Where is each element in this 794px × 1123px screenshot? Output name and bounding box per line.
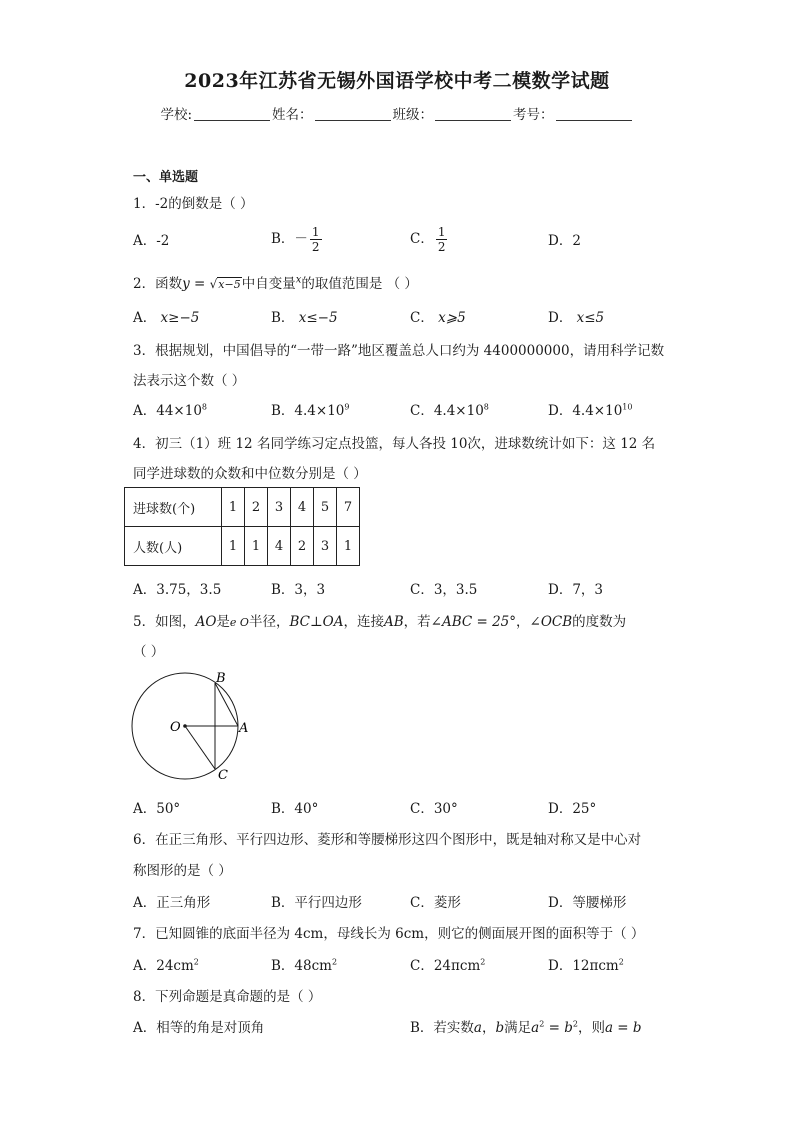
q3-option-b[interactable] — [271, 399, 349, 419]
q4-stats-table — [124, 487, 360, 566]
q8-option-b-pre: B．若实数 — [410, 1020, 474, 1036]
table-cell: 1 — [222, 527, 245, 566]
q5-bc-perp: BC⊥OA — [289, 614, 344, 630]
student-info-line — [0, 103, 794, 123]
section-title: 一、单选题 — [133, 170, 199, 185]
q1-option-b-fraction — [310, 226, 322, 253]
class-label: 班级： — [392, 107, 434, 123]
q3-option-a[interactable] — [133, 399, 207, 419]
q6-option-c[interactable]: C．菱形 — [410, 895, 461, 911]
q5-stem-b: 半径， — [248, 614, 290, 630]
q7-option-d-exp: 2 — [618, 957, 624, 967]
q8-stem: 8．下列命题是真命题的是（ ） — [133, 989, 322, 1005]
q2-stem-pre: 2．函数 — [133, 276, 183, 292]
q2-stem-mid: 中自变量 — [241, 276, 296, 292]
q5-stem-c: ，连接 — [343, 614, 384, 630]
q5-stem-f: 的度数为 — [572, 614, 627, 630]
q8-options — [133, 1016, 693, 1038]
q6-stem-line2: 称图形的是（ ） — [133, 863, 232, 879]
q2-variable: x — [295, 274, 302, 286]
q5-angle-ocb: ∠OCB — [529, 614, 573, 630]
q7-option-d-base: D．12πcm — [548, 958, 619, 974]
q4-options — [133, 578, 693, 600]
table-cell: 1 — [337, 527, 360, 566]
q2-stem-post: 的取值范围是 （ ） — [301, 276, 418, 292]
segment-ab — [215, 683, 238, 726]
q8-option-a[interactable]: A．相等的角是对顶角 — [133, 1020, 265, 1036]
fraction-numerator: 1 — [437, 225, 446, 239]
q7-option-a[interactable] — [133, 954, 199, 974]
q5-option-a[interactable]: A．50° — [133, 801, 181, 817]
q1-option-c-fraction — [436, 226, 448, 253]
q5-stem-d: ，若 — [403, 614, 431, 630]
q5-options — [133, 797, 693, 819]
q5-ao: AO — [195, 614, 217, 630]
table-row-header: 人数(人) — [125, 527, 222, 566]
q1-option-d[interactable]: D．2 — [548, 233, 581, 249]
q7-option-b-exp: 2 — [331, 957, 338, 967]
q7-option-b-base: B．48cm — [271, 958, 332, 974]
exam-no-label: 考号： — [513, 107, 554, 123]
q2-option-b-expr: x≤−5 — [298, 310, 338, 326]
table-row — [125, 488, 360, 527]
q3-option-b-base: B．4.4×10 — [271, 403, 345, 419]
q5-stem-line1 — [133, 610, 626, 630]
q7-options — [133, 954, 693, 976]
q2-stem — [133, 272, 418, 292]
q5-option-c[interactable]: C．30° — [410, 801, 458, 817]
q2-formula-lhs: y = — [182, 276, 210, 292]
q1-option-a[interactable]: A．-2 — [133, 233, 170, 249]
q4-stem-line1: 4．初三（1）班 12 名同学练习定点投篮，每人各投 10次，进球数统计如下：这 12 名 — [133, 436, 656, 452]
q5-option-d[interactable]: D．25° — [548, 801, 597, 817]
table-cell: 2 — [291, 527, 314, 566]
q7-option-d[interactable] — [548, 954, 624, 974]
q3-stem-line2: 法表示这个数（ ） — [133, 373, 246, 389]
fraction-numerator: 1 — [311, 225, 320, 239]
q3-option-a-base: A．44×10 — [133, 403, 202, 419]
table-cell: 3 — [314, 527, 337, 566]
q7-option-c[interactable] — [410, 954, 485, 974]
q5-stem-e: ， — [516, 614, 530, 630]
q2-option-c-label: C． — [410, 310, 434, 326]
q2-option-d-expr: x≤5 — [576, 310, 605, 326]
q3-option-d[interactable] — [548, 399, 632, 419]
table-cell: 5 — [314, 488, 337, 527]
q3-option-a-exp: 8 — [201, 402, 208, 412]
q2-radicand: x−5 — [218, 278, 241, 291]
q7-stem: 7．已知圆锥的底面半径为 4cm，母线长为 6cm，则它的侧面展开图的面积等于（ ） — [133, 926, 645, 942]
q4-stem-line2: 同学进球数的众数和中位数分别是（ ） — [133, 466, 367, 482]
q7-option-a-base: A．24cm — [133, 958, 194, 974]
table-cell: 4 — [291, 488, 314, 527]
q3-option-c[interactable] — [410, 399, 489, 419]
q3-option-d-exp: 10 — [622, 402, 633, 412]
table-cell: 1 — [245, 527, 268, 566]
q5-angle-abc: ∠ABC = 25° — [430, 614, 517, 630]
q1-option-c-prefix: C． — [410, 231, 434, 247]
table-row-header: 进球数(个) — [125, 488, 222, 527]
q2-option-a-expr: x≥−5 — [160, 310, 200, 326]
fraction-denominator: 2 — [437, 240, 446, 254]
q2-option-b[interactable] — [271, 306, 338, 326]
q3-options — [133, 399, 693, 421]
q1-option-b-prefix: B．－ — [271, 231, 308, 247]
name-blank[interactable] — [315, 120, 391, 121]
q4-option-b[interactable]: B．3，3 — [271, 582, 326, 598]
q8-cond-b-exp: 2 — [572, 1019, 578, 1029]
q8-cond-a-exp: 2 — [539, 1019, 545, 1029]
q3-stem-line1: 3．根据规划，中国倡导的“一带一路”地区覆盖总人口约为 4400000000，请用科学记数 — [133, 343, 665, 359]
q5-stem-pre: 5．如图， — [133, 614, 196, 630]
q8-option-b-mid: 满足 — [504, 1020, 532, 1036]
q6-option-d[interactable]: D．等腰梯形 — [548, 895, 627, 911]
class-blank[interactable] — [435, 120, 511, 121]
q5-circle-figure — [125, 665, 265, 783]
q2-option-c[interactable] — [410, 306, 466, 326]
table-cell: 4 — [268, 527, 291, 566]
q6-stem-line1: 6．在正三角形、平行四边形、菱形和等腰梯形这四个图形中，既是轴对称又是中心对 — [133, 832, 642, 848]
segment-oc — [185, 726, 215, 769]
q5-option-b[interactable]: B．40° — [271, 801, 319, 817]
q3-option-c-base: C．4.4×10 — [410, 403, 484, 419]
q5-stem-line2: （ ） — [133, 644, 165, 660]
q1-option-c[interactable] — [410, 226, 449, 253]
label-b: B — [216, 671, 226, 686]
q7-option-c-exp: 2 — [480, 957, 486, 967]
radical-sign: √ — [209, 277, 218, 291]
q3-option-c-exp: 8 — [483, 402, 489, 412]
q2-option-b-label: B． — [271, 310, 295, 326]
q8-sep: ， — [481, 1020, 496, 1036]
center-point — [183, 724, 187, 728]
fraction-denominator: 2 — [311, 240, 320, 254]
table-row — [125, 527, 360, 566]
q4-option-c[interactable]: C．3，3.5 — [410, 582, 478, 598]
table-cell: 2 — [245, 488, 268, 527]
q2-option-a[interactable] — [133, 306, 199, 326]
q7-option-c-base: C．24πcm — [410, 958, 481, 974]
q8-var-a: a — [473, 1020, 482, 1036]
q3-option-d-base: D．4.4×10 — [548, 403, 623, 419]
q8-result: a = b — [604, 1020, 642, 1036]
q4-option-a[interactable]: A．3.75，3.5 — [133, 582, 222, 598]
school-blank[interactable] — [194, 120, 270, 121]
q7-option-a-exp: 2 — [193, 957, 199, 967]
q1-stem: 1．-2的倒数是（ ） — [133, 196, 254, 212]
q3-option-b-exp: 9 — [344, 402, 350, 412]
label-a: A — [239, 721, 249, 736]
q4-option-d[interactable]: D．7，3 — [548, 582, 604, 598]
q2-option-c-expr: x⩾5 — [438, 310, 466, 326]
q1-option-b[interactable] — [271, 226, 324, 253]
q8-option-b[interactable] — [410, 1016, 642, 1036]
q8-cond-b: b — [564, 1020, 573, 1036]
q5-stem-a: 是 — [216, 614, 230, 630]
exam-no-blank[interactable] — [556, 120, 632, 121]
label-c: C — [218, 768, 228, 783]
q8-option-b-then: ，则 — [577, 1020, 605, 1036]
q2-option-d[interactable] — [548, 306, 604, 326]
q8-eq: = — [544, 1020, 565, 1036]
q6-option-b[interactable]: B．平行四边形 — [271, 895, 362, 911]
q2-options — [133, 306, 693, 328]
q2-option-d-label: D． — [548, 310, 573, 326]
q6-options — [133, 891, 693, 913]
q6-option-a[interactable]: A．正三角形 — [133, 895, 211, 911]
table-cell: 7 — [337, 488, 360, 527]
q5-ab: AB — [383, 614, 404, 630]
q1-options — [133, 225, 693, 254]
table-cell: 3 — [268, 488, 291, 527]
q2-option-a-label: A． — [133, 310, 157, 326]
q8-cond-a: a — [531, 1020, 540, 1036]
exam-title: 2023年江苏省无锡外国语学校中考二模数学试题 — [184, 70, 610, 92]
name-label: 姓名： — [272, 107, 313, 123]
table-cell: 1 — [222, 488, 245, 527]
q5-circle-symbol: e O — [229, 616, 249, 629]
label-o: O — [170, 720, 181, 735]
q7-option-b[interactable] — [271, 954, 337, 974]
q8-var-b: b — [495, 1020, 505, 1036]
school-label: 学校: — [160, 107, 193, 123]
